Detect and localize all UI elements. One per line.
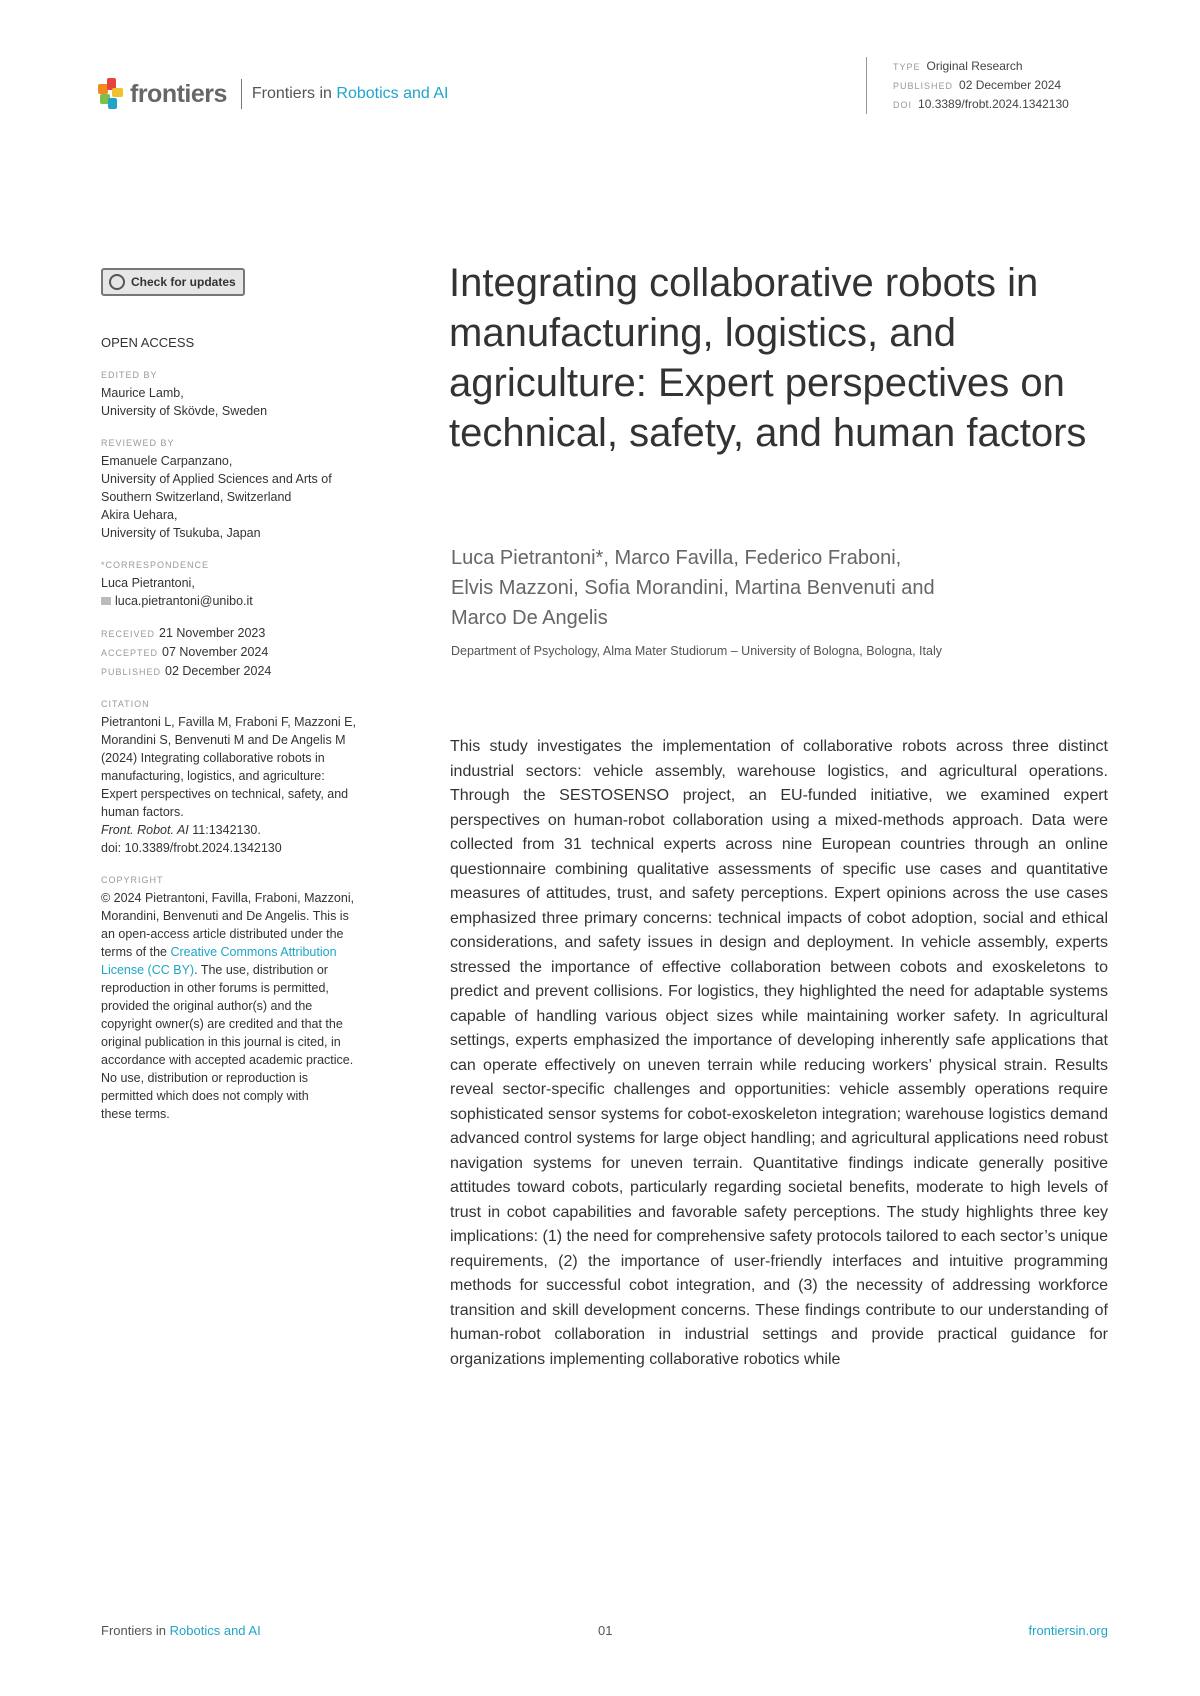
dates-block: RECEIVED 21 November 2023 ACCEPTED 07 November 2024 PUBLISHED 02 December 2024 xyxy=(101,626,272,678)
check-for-updates-button[interactable]: Check for updates xyxy=(101,268,245,296)
frontiers-logo-icon xyxy=(98,78,124,110)
journal-name: Frontiers in Robotics and AI xyxy=(251,85,449,102)
license-link-cont[interactable]: License (CC BY) xyxy=(101,963,195,977)
footer-journal[interactable]: Frontiers in Robotics and AI xyxy=(101,1623,261,1638)
brand-wordmark: frontiers xyxy=(130,79,227,108)
article-meta: TYPE Original Research PUBLISHED 02 December 2024 DOI 10.3389/frobt.2024.1342130 xyxy=(866,57,1069,114)
affiliation: Department of Psychology, Alma Mater Studiorum – University of Bologna, Bologna, Italy xyxy=(451,644,942,658)
author-list: Luca Pietrantoni*, Marco Favilla, Federico Fraboni, Elvis Mazzoni, Sofia Morandini, Martina Benvenuti and Marco De Angelis xyxy=(451,547,935,629)
open-access-label: OPEN ACCESS xyxy=(101,335,195,350)
reviewers-block: Emanuele Carpanzano, University of Applied Sciences and Arts of Southern Switzerland, Switzerland Akira Uehara, University of Tsukuba, Japan xyxy=(101,454,332,540)
abstract-text: This study investigates the implementation of collaborative robots across three distinct industrial sectors: vehicle assembly, warehouse logistics, and agricultural operations. Through the SESTOSENSO project, an EU-funded initiative, we examined expert perspectives on human-robot collaboration using a mixed-methods approach. Data were collected from 31 technical experts across nine European countries through an online questionnaire combining qualitative assessments of specific use cases and quantitative measures of attitudes, trust, and safety perceptions. Expert opinions across the use cases emphasized three primary concerns: technical impacts of cobot adoption, social and ethical considerations, and safety issues in design and deployment. In vehicle assembly, experts stressed the importance of effective collaboration between cobots and exoskeletons to predict and prevent collisions. For logistics, they highlighted the need for adaptable systems capable of handling various object sizes while maintaining worker safety. In agricultural settings, experts emphasized the importance of developing inherently safe applications that can operate effectively on uneven terrain while reducing workers’ physical strain. Results reveal sector-specific challenges and opportunities: vehicle assembly operations require sophisticated sensor systems for cobot-exoskeleton integration; warehouse logistics demand advanced control systems for large object handling; and agricultural applications need robust navigation systems for uneven terrain. Quantitative findings indicate generally positive attitudes toward cobots, particularly regarding societal benefits, moderate to high levels of trust in cobot capabilities and favorable safety perceptions. The study highlights three key implications: (1) the need for comprehensive safety protocols tailored to each sector’s unique requirements, (2) the importance of user-friendly interfaces and intuitive programming methods for successful cobot integration, and (3) the necessity of addressing workforce transition and skill development concerns. These findings contribute to our understanding of human-robot collaboration in industrial settings and provide practical guidance for organizations implementing collaborative robotics while xyxy=(450,738,1108,1368)
footer-site-link[interactable]: frontiersin.org xyxy=(1028,1623,1108,1638)
logo-divider xyxy=(241,79,242,109)
correspondence-email[interactable]: luca.pietrantoni@unibo.it xyxy=(115,594,253,608)
page-number: 01 xyxy=(598,1623,613,1638)
sidebar-info: OPEN ACCESS EDITED BY Maurice Lamb, University of Skövde, Sweden REVIEWED BY Emanuele Carpanzano, University of Applied Sciences and Arts of Southern Switzerland, Switzerland Akira Uehara, University of Tsukuba, Japan *CORRESPONDENCE Luca Pietrantoni, luca.pietrantoni@unibo.it RECEIVED 21 November 2023 ACCEPTED 07 November 2024 PUBLISHED 02 December 2024 CITATION Pietrantoni L, Favilla M, Fraboni F, Mazzoni E, Morandini S, Benvenuti M and De Angelis M (2024) Integrating collaborative robots in manufacturing, logistics, and agriculture: Expert perspectives on technical, safety, and human factors. Front. Robot. AI 11:1342130. doi: 10.3389/frobt.2024.1342130 COPYRIGHT © 2024 Pietrantoni, Favilla, Fraboni, Mazzoni, Morandini, Benvenuti and De Angelis. This is an open-access article distributed under the terms of the Creative Commons Attribution License (CC BY). The use, distribution or reproduction in other forums is permitted, provided the original author(s) and the copyright owner(s) are credited and that the original publication in this journal is cited, in accordance with accepted academic practice. No use, distribution or reproduction is permitted which does not comply with these terms. xyxy=(101,334,401,1123)
license-link[interactable]: Creative Commons Attribution xyxy=(170,945,337,959)
copyright-block: © 2024 Pietrantoni, Favilla, Fraboni, Mazzoni, Morandini, Benvenuti and De Angelis. This is an open-access article distributed under the terms of the Creative Commons Attribution License (CC BY). The use, distribution or reproduction in other forums is permitted, provided the original author(s) and the copyright owner(s) are credited and that the original publication in this journal is cited, in accordance with accepted academic practice. No use, distribution or reproduction is permitted which does not comply with these terms. xyxy=(101,891,355,1121)
correspondence-block: Luca Pietrantoni, luca.pietrantoni@unibo.it xyxy=(101,576,253,608)
refresh-icon xyxy=(109,274,125,290)
article-type: Original Research xyxy=(926,59,1023,73)
citation-block: Pietrantoni L, Favilla M, Fraboni F, Mazzoni E, Morandini S, Benvenuti M and De Angelis M (2024) Integrating collaborative robots in manufacturing, logistics, and agriculture: Expert perspectives on technical, safety, and human factors. Front. Robot. AI 11:1342130. doi: 10.3389/frobt.2024.1342130 xyxy=(101,715,356,855)
email-icon xyxy=(101,597,111,605)
frontiers-logo[interactable] xyxy=(98,76,448,112)
editor-block: Maurice Lamb, University of Skövde, Sweden xyxy=(101,386,268,418)
doi: 10.3389/frobt.2024.1342130 xyxy=(918,97,1069,111)
published-date: 02 December 2024 xyxy=(959,78,1062,92)
article-title: Integrating collaborative robots in manufacturing, logistics, and agriculture: Expert perspectives on technical, safety, and human factors xyxy=(449,261,1087,455)
